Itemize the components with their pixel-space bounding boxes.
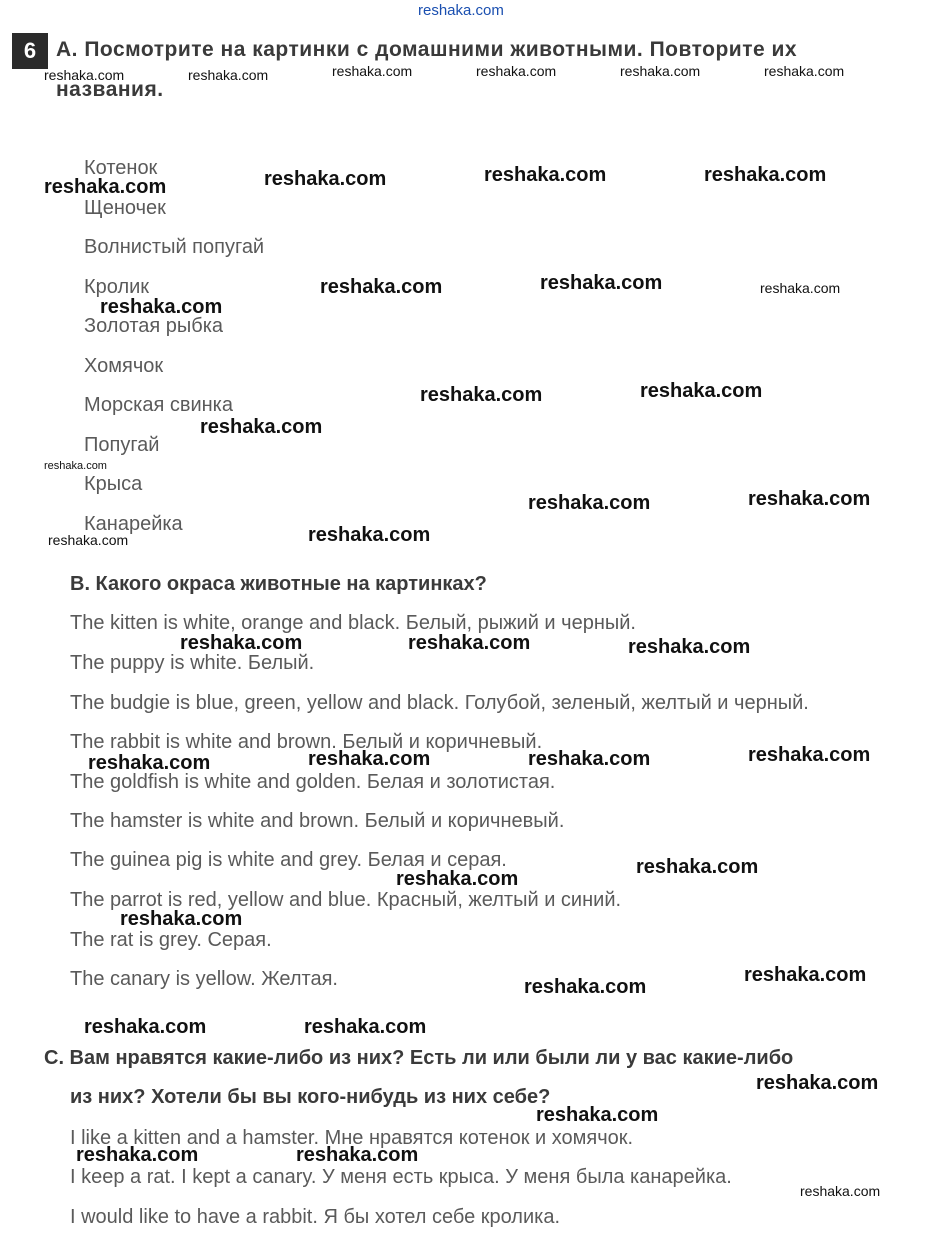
watermark: reshaka.com <box>396 868 519 890</box>
watermark: reshaka.com <box>540 272 663 294</box>
answer-line: The budgie is blue, green, yellow and black. Голубой, зеленый, желтый и черный. <box>70 692 809 714</box>
section-a-title-line1: A. Посмотрите на картинки с домашними животными. Повторите их <box>56 38 798 61</box>
watermark: reshaka.com <box>100 296 223 318</box>
site-header-link[interactable]: reshaka.com <box>418 2 504 19</box>
section-c-title-line1: C. Вам нравятся какие-либо из них? Есть ли или были ли у вас какие-либо <box>44 1047 794 1069</box>
watermark: reshaka.com <box>76 1144 199 1166</box>
watermark: reshaka.com <box>636 856 759 878</box>
pet-item: Кролик <box>84 276 150 298</box>
watermark: reshaka.com <box>408 632 531 654</box>
answer-line: The canary is yellow. Желтая. <box>70 968 338 990</box>
section-c-title-line2: из них? Хотели бы вы кого-нибудь из них себе? <box>70 1086 551 1108</box>
watermark: reshaka.com <box>188 67 269 83</box>
pet-item: Хомячок <box>84 355 164 377</box>
watermark: reshaka.com <box>628 636 751 658</box>
answer-line: The puppy is white. Белый. <box>70 652 315 674</box>
watermark: reshaka.com <box>524 976 647 998</box>
watermark: reshaka.com <box>744 964 867 986</box>
answer-line: I like a kitten and a hamster. Мне нравятся котенок и хомячок. <box>70 1127 634 1149</box>
watermark: reshaka.com <box>200 416 323 438</box>
watermark: reshaka.com <box>264 168 387 190</box>
watermark: reshaka.com <box>304 1016 427 1038</box>
answer-line: The hamster is white and brown. Белый и коричневый. <box>70 810 565 832</box>
watermark: reshaka.com <box>308 748 431 770</box>
watermark: reshaka.com <box>756 1072 879 1094</box>
watermark: reshaka.com <box>44 460 107 472</box>
watermark: reshaka.com <box>420 384 543 406</box>
pet-item: Волнистый попугай <box>84 236 265 258</box>
watermark: reshaka.com <box>44 176 167 198</box>
watermark: reshaka.com <box>528 748 651 770</box>
watermark: reshaka.com <box>320 276 443 298</box>
answer-line: The guinea pig is white and grey. Белая и серая. <box>70 849 507 871</box>
watermark: reshaka.com <box>764 63 845 79</box>
pet-item: Канарейка <box>84 513 183 535</box>
pet-item: Попугай <box>84 434 160 456</box>
answer-line: The kitten is white, orange and black. Белый, рыжий и черный. <box>70 612 636 634</box>
watermark: reshaka.com <box>84 1016 207 1038</box>
watermark: reshaka.com <box>476 63 557 79</box>
answer-line: The rat is grey. Серая. <box>70 929 272 951</box>
watermark: reshaka.com <box>620 63 701 79</box>
watermark: reshaka.com <box>640 380 763 402</box>
section-a-title-line2: названия. <box>56 78 164 101</box>
watermark: reshaka.com <box>48 532 129 548</box>
watermark: reshaka.com <box>180 632 303 654</box>
pet-item: Крыса <box>84 473 143 495</box>
answer-line: I would like to have a rabbit. Я бы хотел себе кролика. <box>70 1206 561 1228</box>
section-b-title: B. Какого окраса животные на картинках? <box>70 573 487 595</box>
watermark: reshaka.com <box>536 1104 659 1126</box>
watermark: reshaka.com <box>748 488 871 510</box>
pet-item: Золотая рыбка <box>84 315 224 337</box>
watermark: reshaka.com <box>308 524 431 546</box>
pet-item: Котенок <box>84 157 158 179</box>
watermark: reshaka.com <box>748 744 871 766</box>
watermark: reshaka.com <box>332 63 413 79</box>
answer-line: I keep a rat. I kept a canary. У меня есть крыса. У меня была канарейка. <box>70 1166 732 1188</box>
watermark: reshaka.com <box>120 908 243 930</box>
watermark: reshaka.com <box>704 164 827 186</box>
watermark: reshaka.com <box>760 280 841 296</box>
answer-line: The parrot is red, yellow and blue. Красный, желтый и синий. <box>70 889 622 911</box>
task-number-badge: 6 <box>12 33 48 69</box>
pet-item: Морская свинка <box>84 394 233 416</box>
answer-line: The rabbit is white and brown. Белый и коричневый. <box>70 731 543 753</box>
watermark: reshaka.com <box>528 492 651 514</box>
pet-item: Щеночек <box>84 197 166 219</box>
watermark: reshaka.com <box>296 1144 419 1166</box>
answer-line: The goldfish is white and golden. Белая и золотистая. <box>70 771 556 793</box>
watermark: reshaka.com <box>44 67 125 83</box>
watermark: reshaka.com <box>800 1183 881 1199</box>
watermark: reshaka.com <box>484 164 607 186</box>
watermark: reshaka.com <box>88 752 211 774</box>
